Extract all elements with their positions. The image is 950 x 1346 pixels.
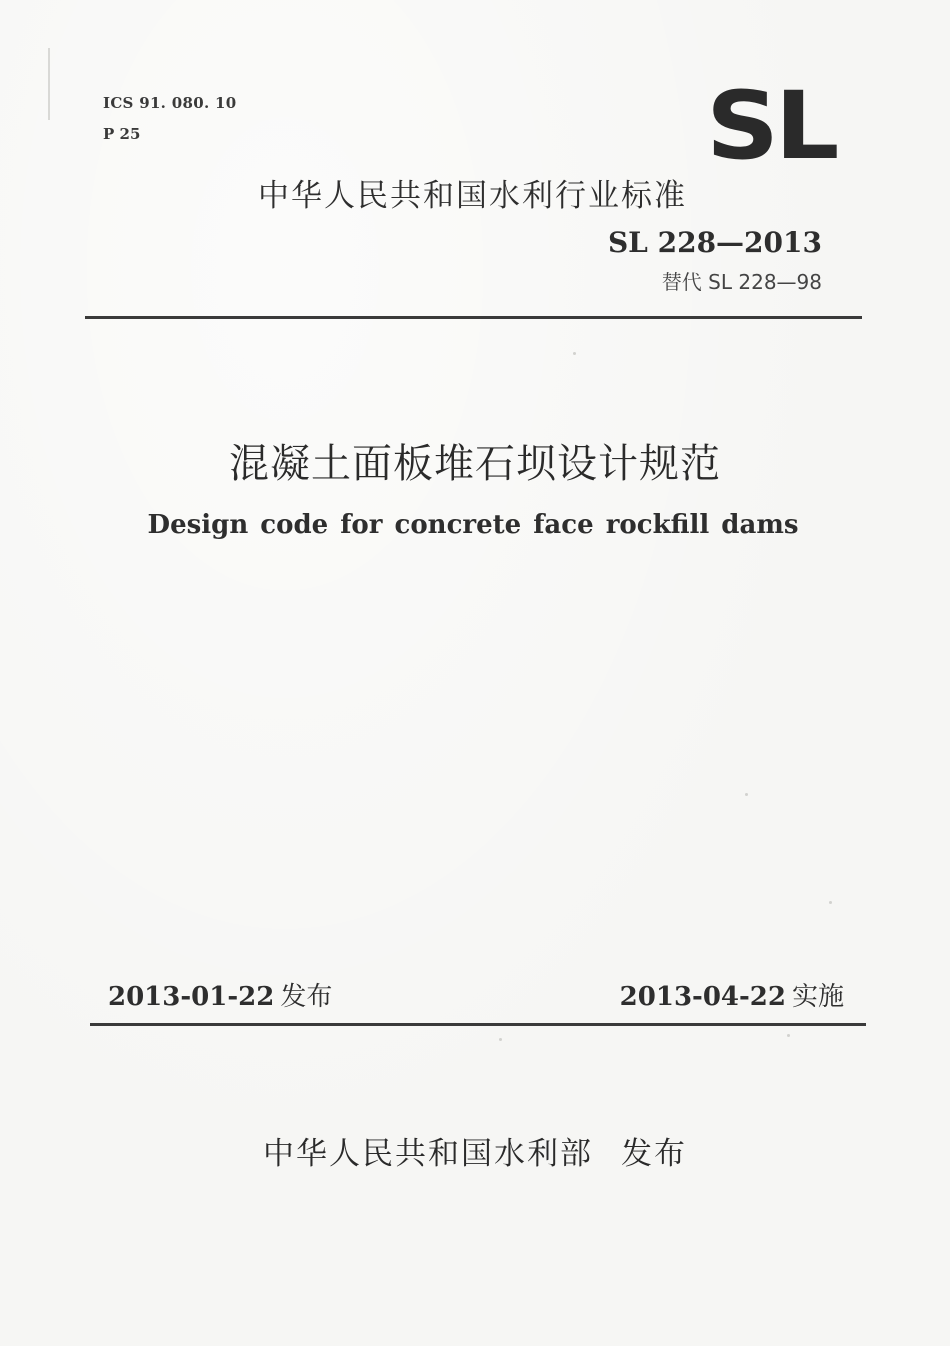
sl-logo: SL (706, 72, 836, 181)
scan-speck (787, 1034, 790, 1037)
industry-standard-title: 中华人民共和国水利行业标准 (258, 178, 687, 214)
publisher-name: 中华人民共和国水利部 (263, 1136, 593, 1172)
issue-date-line (108, 976, 332, 1013)
scan-speck (499, 1038, 502, 1041)
bottom-divider (90, 1023, 866, 1026)
issue-label: 发布 (280, 982, 333, 1012)
title-english: Design code for concrete face rockfill dams (147, 510, 799, 540)
implement-date-line (620, 976, 844, 1013)
publisher-line (0, 1128, 950, 1173)
scan-speck (829, 901, 832, 904)
scan-speck (573, 352, 576, 355)
title-chinese: 混凝土面板堆石坝设计规范 (229, 441, 721, 487)
standard-number: SL 228—2013 (607, 226, 822, 259)
scan-edge-mark (48, 48, 50, 120)
scan-speck (745, 793, 748, 796)
top-divider (85, 316, 862, 319)
publisher-action: 发布 (621, 1136, 687, 1172)
implement-label: 实施 (791, 982, 844, 1012)
replaces-standard: 替代 SL 228—98 (661, 270, 822, 294)
ics-code: ICS 91. 080. 10 (103, 94, 237, 112)
classification-code: P 25 (103, 125, 141, 143)
issue-date: 2013-01-22 (108, 982, 275, 1012)
implement-date: 2013-04-22 (619, 982, 786, 1012)
